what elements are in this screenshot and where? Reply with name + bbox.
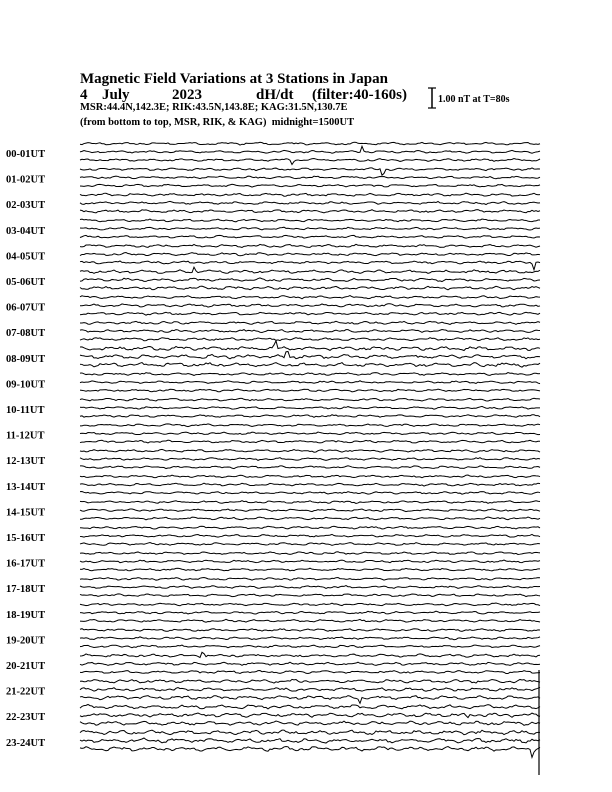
trace-kag-21-22UT [80, 679, 540, 683]
trace-rik-14-15UT [80, 509, 540, 512]
hour-label: 11-12UT [6, 430, 45, 442]
hour-label: 13-14UT [6, 481, 46, 493]
trace-msr-05-06UT [80, 286, 540, 290]
trace-msr-15-16UT [80, 543, 540, 546]
trace-kag-03-04UT [80, 219, 540, 222]
trace-rik-16-17UT [80, 560, 540, 563]
trace-msr-04-05UT [80, 261, 540, 270]
trace-msr-23-24UT [80, 747, 540, 758]
trace-rik-09-10UT [80, 381, 540, 384]
trace-kag-06-07UT [80, 296, 540, 299]
trace-msr-08-09UT [80, 363, 540, 368]
hour-label: 23-24UT [6, 737, 46, 749]
date-month: July [102, 87, 130, 103]
trace-kag-00-01UT [80, 142, 540, 145]
trace-msr-19-20UT [80, 645, 540, 648]
hour-label: 21-22UT [6, 686, 46, 698]
hour-label: 08-09UT [6, 353, 46, 365]
trace-kag-12-13UT [80, 449, 540, 452]
hour-label: 20-21UT [6, 661, 46, 672]
trace-msr-10-11UT [80, 415, 540, 418]
trace-kag-02-03UT [80, 193, 540, 196]
trace-rik-05-06UT [80, 278, 540, 282]
trace-rik-04-05UT [80, 253, 540, 256]
trace-kag-09-10UT [80, 373, 540, 376]
hour-label: 10-11UT [6, 405, 45, 416]
hour-label: 04-05UT [6, 251, 46, 263]
hour-label: 07-08UT [6, 328, 46, 340]
trace-kag-22-23UT [80, 704, 540, 708]
trace-kag-23-24UT [80, 730, 540, 735]
trace-msr-07-08UT [80, 338, 540, 341]
trace-rik-06-07UT [80, 304, 540, 307]
hour-label: 22-23UT [6, 712, 46, 724]
hour-label: 16-17UT [6, 558, 46, 570]
trace-msr-21-22UT [80, 696, 540, 704]
trace-rik-11-12UT [80, 432, 540, 435]
trace-rik-00-01UT [80, 146, 540, 153]
trace-rik-13-14UT [80, 483, 540, 486]
trace-msr-03-04UT [80, 235, 540, 238]
trace-rik-17-18UT [80, 586, 540, 589]
trace-msr-12-13UT [80, 466, 540, 469]
trace-rik-07-08UT [80, 329, 540, 332]
trace-kag-15-16UT [80, 526, 540, 529]
trace-kag-01-02UT [80, 168, 540, 175]
hour-label: 15-16UT [6, 533, 46, 544]
trace-msr-02-03UT [80, 210, 540, 213]
trace-rik-21-22UT [80, 687, 540, 691]
trace-kag-18-19UT [80, 603, 540, 606]
trace-msr-16-17UT [80, 568, 540, 571]
hour-label: 19-20UT [6, 635, 46, 647]
trace-msr-22-23UT [80, 721, 540, 725]
trace-msr-14-15UT [80, 517, 540, 520]
hour-label: 03-04UT [6, 225, 46, 237]
trace-kag-14-15UT [80, 501, 540, 504]
hour-label: 01-02UT [6, 174, 46, 186]
hour-label: 17-18UT [6, 584, 46, 596]
trace-rik-01-02UT [80, 176, 540, 179]
trace-rik-08-09UT [80, 351, 540, 358]
trace-msr-13-14UT [80, 492, 540, 495]
trace-kag-05-06UT [80, 267, 540, 273]
trace-rik-15-16UT [80, 534, 540, 537]
midnight-note: midnight=1500UT [271, 117, 355, 128]
trace-msr-17-18UT [80, 594, 540, 597]
hour-label: 14-15UT [6, 507, 46, 519]
hour-label: 06-07UT [6, 302, 46, 314]
trace-kag-08-09UT [80, 341, 540, 351]
hour-label: 18-19UT [6, 609, 46, 621]
trace-msr-00-01UT [80, 159, 540, 165]
trace-msr-20-21UT [80, 671, 540, 674]
scale-bar [428, 88, 436, 108]
trace-rik-18-19UT [80, 611, 540, 614]
hour-label: 02-03UT [6, 200, 46, 212]
trace-msr-01-02UT [80, 184, 540, 187]
trace-rik-20-21UT [80, 662, 540, 665]
hour-label: 05-06UT [6, 277, 46, 288]
station-coordinates: MSR:44.4N,142.3E; RIK:43.5N,143.8E; KAG:31.5N,130.7E [80, 102, 348, 113]
trace-kag-17-18UT [80, 577, 540, 580]
trace-rik-03-04UT [80, 227, 540, 230]
trace-kag-19-20UT [80, 629, 540, 632]
date-year: 2023 [172, 87, 202, 103]
scale-label: 1.00 nT at T=80s [438, 94, 510, 105]
trace-rik-22-23UT [80, 713, 540, 718]
order-note: (from bottom to top, MSR, RIK, & KAG) [80, 117, 267, 128]
trace-rik-12-13UT [80, 458, 540, 461]
trace-msr-18-19UT [80, 619, 540, 622]
trace-kag-04-05UT [80, 244, 540, 247]
trace-rik-10-11UT [80, 406, 540, 409]
trace-kag-11-12UT [80, 424, 540, 427]
trace-rik-02-03UT [80, 201, 540, 204]
trace-kag-10-11UT [80, 398, 540, 401]
quantity-label: dH/dt [256, 87, 294, 103]
trace-rik-19-20UT [80, 637, 540, 640]
hour-label: 09-10UT [6, 379, 46, 391]
trace-kag-07-08UT [80, 321, 540, 324]
trace-msr-09-10UT [80, 389, 540, 392]
trace-kag-16-17UT [80, 552, 540, 555]
date-day: 4 [80, 87, 88, 103]
trace-kag-20-21UT [80, 652, 540, 657]
trace-msr-06-07UT [80, 312, 540, 315]
hour-label: 00-01UT [6, 149, 46, 160]
filter-label: (filter:40-160s) [312, 87, 407, 103]
hour-label: 12-13UT [6, 456, 46, 468]
trace-msr-11-12UT [80, 440, 540, 443]
chart-title: Magnetic Field Variations at 3 Stations in Japan [80, 71, 388, 87]
trace-rik-23-24UT [80, 738, 540, 743]
trace-kag-13-14UT [80, 475, 540, 478]
